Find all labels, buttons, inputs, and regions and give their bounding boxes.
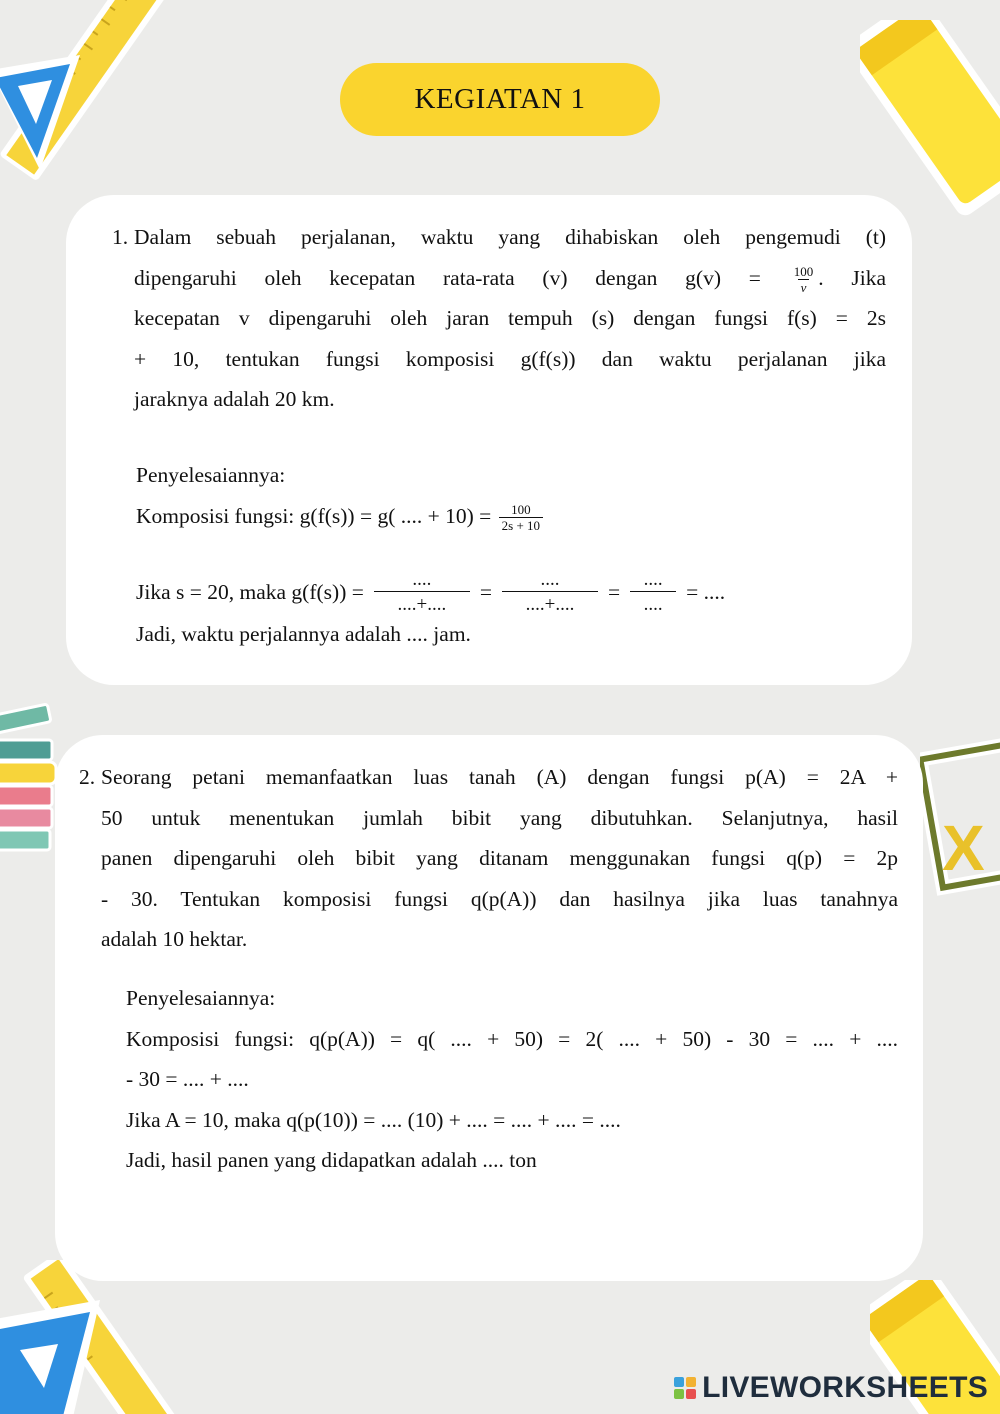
- books-decoration-left: [0, 690, 60, 880]
- solution-heading: Penyelesaiannya:: [126, 986, 276, 1010]
- q2-line-3: panen dipengaruhi oleh bibit yang ditanam menggunakan fungsi q(p) = 2p: [101, 846, 898, 870]
- x-frame-decoration-right: [920, 730, 1000, 900]
- highlighter-decoration-top-right: [860, 20, 1000, 220]
- q2-line-1: Seorang petani memanfaatkan luas tanah (A) dengan fungsi p(A) = 2A +: [101, 765, 898, 789]
- blank-fraction-denominator: ....+....: [502, 591, 598, 616]
- blank-fraction-2: [502, 569, 598, 616]
- fraction-denominator: 2s + 10: [499, 517, 543, 533]
- liveworksheets-logo: [674, 1372, 988, 1404]
- blank-fraction-numerator: ....: [540, 568, 560, 590]
- blank-fraction-3: [630, 569, 676, 616]
- evaluation-line: Jika A = 10, maka q(p(10)) = .... (10) + .... = .... + .... = ....: [126, 1107, 621, 1132]
- q1-line-2-text: dipengaruhi oleh kecepatan rata-rata (v) dengan g(v) =: [134, 265, 761, 290]
- composition-line: [136, 496, 876, 537]
- question-1-solution: [136, 455, 876, 654]
- liveworksheets-logo-icon: [674, 1377, 696, 1399]
- fraction-100-over-v: [791, 265, 817, 295]
- blank-fraction-1: [374, 569, 470, 616]
- question-card-2: [55, 735, 923, 1281]
- blank-fraction-denominator: ....: [630, 591, 676, 616]
- conclusion-line: Jadi, waktu perjalannya adalah .... jam.: [136, 622, 471, 646]
- ruler-triangle-decoration-bottom-left: [0, 1260, 190, 1414]
- fraction-denominator: v: [798, 279, 810, 295]
- question-card-1: [66, 195, 912, 685]
- fraction-numerator: 100: [793, 263, 814, 279]
- composition-line-1: Komposisi fungsi: q(p(A)) = q( .... + 50) = 2( .... + 50) - 30 = .... + ....: [126, 1026, 898, 1051]
- evaluation-line: [136, 570, 876, 614]
- q1-line-2: [134, 258, 886, 299]
- composition-text: Komposisi fungsi: g(f(s)) = g( .... + 10) =: [136, 503, 492, 528]
- composition-line-2: - 30 = .... + ....: [126, 1067, 249, 1091]
- q2-line-5: adalah 10 hektar.: [101, 927, 248, 951]
- evaluation-prefix: Jika s = 20, maka g(f(s)) =: [136, 579, 364, 604]
- q1-line-1: Dalam sebuah perjalanan, waktu yang dihabiskan oleh pengemudi (t): [134, 225, 886, 249]
- blank-fraction-denominator: ....+....: [374, 591, 470, 616]
- q1-line-2-end: . Jika: [818, 265, 887, 290]
- conclusion-line: Jadi, hasil panen yang didapatkan adalah .... ton: [126, 1148, 537, 1172]
- question-2-number: 2.: [79, 765, 96, 789]
- liveworksheets-logo-text: LIVEWORKSHEETS: [702, 1371, 988, 1404]
- question-2-solution: [126, 978, 898, 1181]
- question-1-text: [112, 217, 887, 420]
- equals-sign: =: [608, 579, 621, 604]
- q1-line-3: kecepatan v dipengaruhi oleh jaran tempuh (s) dengan fungsi f(s) = 2s: [134, 306, 886, 330]
- solution-heading: Penyelesaiannya:: [136, 463, 286, 487]
- equals-sign: =: [479, 579, 492, 604]
- evaluation-result: = ....: [686, 579, 726, 604]
- blank-spacer: [136, 536, 876, 570]
- question-1-number: 1.: [112, 225, 129, 249]
- fraction-100-over-2s-plus-10: [499, 503, 543, 533]
- fraction-numerator: 100: [511, 501, 531, 517]
- page-title-text: KEGIATAN 1: [414, 83, 586, 115]
- blank-fraction-numerator: ....: [643, 568, 663, 590]
- q1-line-4: + 10, tentukan fungsi komposisi g(f(s)) dan waktu perjalanan jika: [134, 346, 886, 371]
- q1-line-5: jaraknya adalah 20 km.: [134, 387, 335, 411]
- question-2-text: [79, 757, 898, 960]
- svg-text:X: X: [942, 812, 985, 884]
- page-title: [340, 63, 660, 136]
- q2-line-2: 50 untuk menentukan jumlah bibit yang dibutuhkan. Selanjutnya, hasil: [101, 805, 898, 830]
- ruler-triangle-decoration-top-left: [0, 0, 170, 200]
- q2-line-4: - 30. Tentukan komposisi fungsi q(p(A)) dan hasilnya jika luas tanahnya: [101, 886, 898, 911]
- blank-fraction-numerator: ....: [412, 568, 432, 590]
